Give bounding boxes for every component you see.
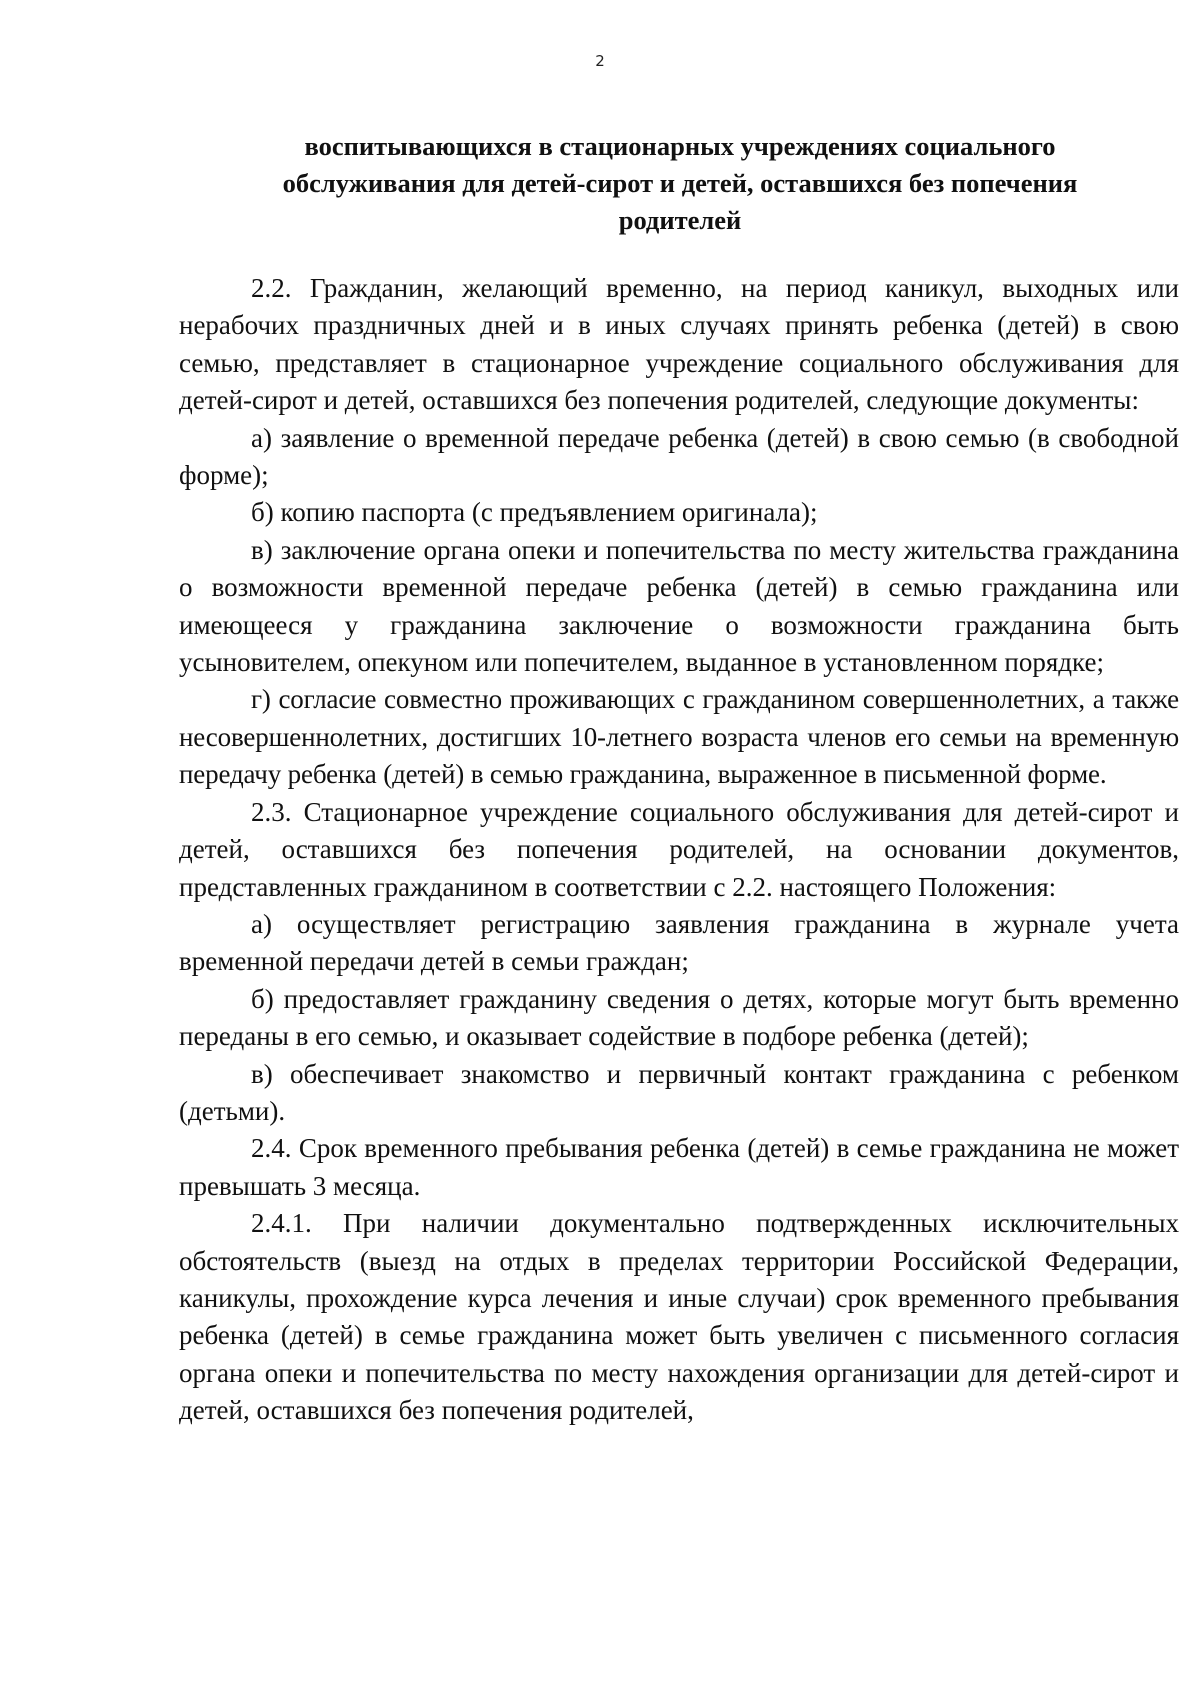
list-item-v-2-3: в) обеспечивает знакомство и первичный контакт гражданина с ребенком (детьми).: [179, 1058, 1179, 1126]
list-item-a-2-3: а) осуществляет регистрацию заявления гражданина в журнале учета временной передачи детей в семьи граждан;: [179, 908, 1179, 977]
paragraph-2-3: 2.3. Стационарное учреждение социального обслуживания для детей-сирот и детей, оставшихся без попечения родителей, на основании документов, представленных гражданином в соответствии с 2.2. настоящего Положения:: [179, 796, 1179, 902]
list-item-b: б) копию паспорта (с предъявлением оригинала);: [251, 497, 818, 528]
list-item-a: а) заявление о временной передаче ребенка (детей) в свою семью (в свободной форме);: [179, 422, 1179, 491]
list-item-b-2-3: б) предоставляет гражданину сведения о детях, которые могут быть временно переданы в его семью, и оказывает содействие в подборе ребенка (детей);: [179, 983, 1179, 1052]
list-item-g: г) согласие совместно проживающих с гражданином совершеннолетних, а также несовершеннолетних, достигших 10-летнего возраста членов его семьи на временную передачу ребенка (детей) в семью гражданина, выраженное в письменной форме.: [179, 684, 1179, 790]
paragraph-2-2: 2.2. Гражданин, желающий временно, на период каникул, выходных или нерабочих праздничных дней и в иных случаях принять ребенка (детей) в свою семью, представляет в стационарное учреждение социального обслуживания для детей-сирот и детей, оставшихся без попечения родителей, следующие документы:: [179, 273, 1179, 416]
paragraph-2-4: 2.4. Срок временного пребывания ребенка (детей) в семье гражданина не может превышать 3 месяца.: [179, 1133, 1179, 1201]
document-body: [179, 270, 1179, 1430]
section-heading: воспитывающихся в стационарных учреждениях социального обслуживания для детей-сирот и детей, оставшихся без попечения родителей: [282, 131, 1078, 235]
page-number: 2: [595, 52, 605, 70]
list-item-v: в) заключение органа опеки и попечительства по месту жительства гражданина о возможности временной передаче ребенка (детей) в семью гражданина или имеющееся у гражданина заключение о возможности гражданина быть усыновителем, опекуном или попечителем, выданное в установленном порядке;: [179, 534, 1179, 678]
paragraph-2-4-1: 2.4.1. При наличии документально подтвержденных исключительных обстоятельств (выезд на отдых в пределах территории Российской Федерации, каникулы, прохождение курса лечения и иные случаи) срок временного пребывания ребенка (детей) в семье гражданина может быть увеличен с письменного согласия органа опеки и попечительства по месту нахождения организации для детей-сирот и детей, оставшихся без попечения родителей,: [179, 1208, 1179, 1426]
